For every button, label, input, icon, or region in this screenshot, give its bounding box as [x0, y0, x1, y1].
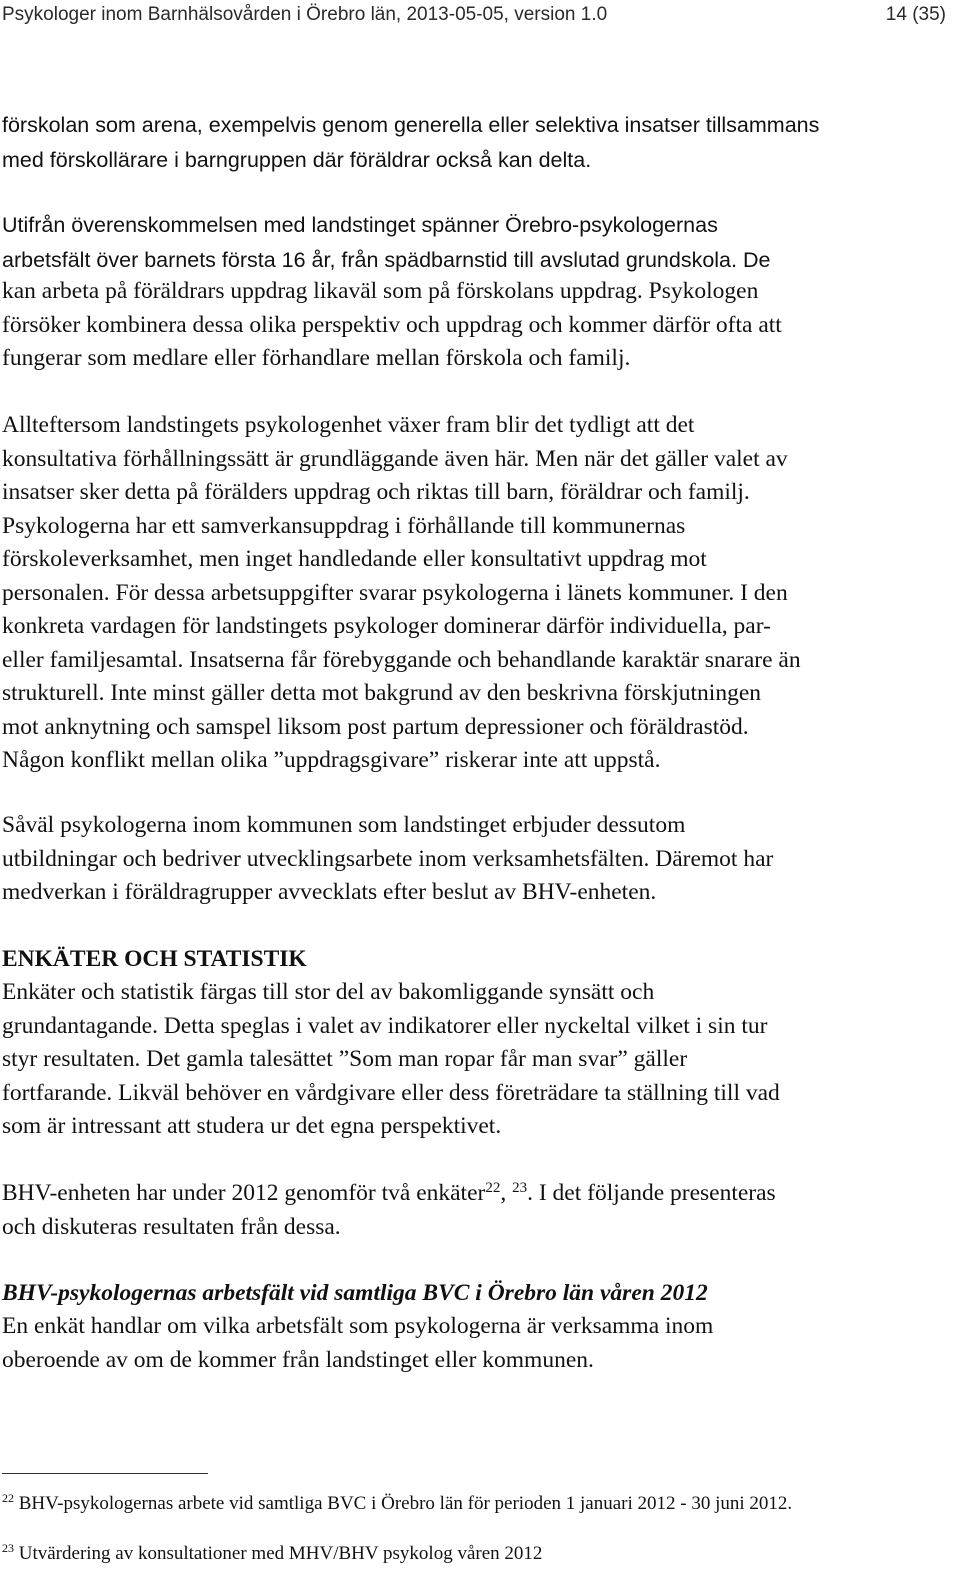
text-line: försöker kombinera dessa olika perspektiv och uppdrag och kommer därför ofta att	[2, 311, 782, 338]
text-line	[2, 243, 952, 278]
text-line: En enkät handlar om vilka arbetsfält som psykologerna är verksamma inom	[2, 1313, 714, 1339]
text-fragment: De	[737, 248, 771, 272]
text-line: mot anknytning och samspel liksom post partum depressioner och föräldrastöd.	[2, 713, 749, 740]
text-fragment: ,	[500, 1180, 513, 1206]
text-line: med förskollärare i barngruppen där föräldrar också kan delta.	[2, 148, 592, 172]
paragraph-education	[2, 809, 952, 910]
page-number: 14 (35)	[885, 4, 946, 25]
section-heading: ENKÄTER OCH STATISTIK	[2, 946, 307, 972]
footnote-ref-22[interactable]: 22	[485, 1180, 501, 1196]
text-line: styr resultaten. Det gamla talesättet ”Som man ropar får man svar” gäller	[2, 1046, 688, 1072]
text-line: eller familjesamtal. Insatserna får förebyggande och behandlande karaktär snarare än	[2, 646, 801, 673]
text-line: utbildningar och bedriver utvecklingsarbete inom verksamhetsfälten. Däremot har	[2, 845, 774, 872]
subsection-heading: BHV-psykologernas arbetsfält vid samtliga BVC i Örebro län våren 2012	[2, 1280, 708, 1306]
text-fragment: BHV-enheten har under 2012 genomför två enkäter	[2, 1180, 486, 1206]
text-line: strukturell. Inte minst gäller detta mot bakgrund av den beskrivna förskjutningen	[2, 680, 761, 706]
paragraph-agreement-cont	[2, 275, 952, 376]
footnote-text: Utvärdering av konsultationer med MHV/BHV psykolog våren 2012	[18, 1543, 543, 1564]
text-line: fortfarande. Likväl behöver en vårdgivare eller dess företrädare ta ställning till vad	[2, 1079, 780, 1106]
text-line: medverkan i föräldragrupper avvecklats efter beslut av BHV-enheten.	[2, 879, 657, 905]
text-line: fungerar som medlare eller förhandlare mellan förskola och familj.	[2, 345, 631, 371]
paragraph-surveys	[2, 976, 952, 1144]
footnote-number: 23	[2, 1541, 14, 1555]
footnote-divider	[2, 1473, 208, 1474]
paragraph-consultative	[2, 409, 952, 778]
text-line: oberoende av om de kommer från landstinget eller kommunen.	[2, 1346, 594, 1373]
text-line: insatser sker detta på förälders uppdrag och riktas till barn, föräldrar och familj.	[2, 479, 750, 505]
text-line: Allteftersom landstingets psykologenhet växer fram blir det tydligt att det	[2, 412, 695, 438]
footnote-number: 22	[2, 1491, 14, 1505]
header-title: Psykologer inom Barnhälsovården i Örebro län, 2013-05-05, version 1.0	[2, 4, 608, 25]
paragraph-agreement	[2, 208, 952, 278]
text-fragment: . I det följande presenteras	[527, 1180, 776, 1206]
text-line	[2, 1177, 952, 1211]
text-line: förskoleverksamhet, men inget handledande eller konsultativt uppdrag mot	[2, 546, 707, 572]
text-line: konkreta vardagen för landstingets psykologer dominerar därför individuella, par-	[2, 613, 771, 639]
paragraph-survey-description	[2, 1310, 952, 1377]
paragraph-bhv-surveys	[2, 1177, 952, 1244]
footnote-text: BHV-psykologernas arbete vid samtliga BVC i Örebro län för perioden 1 januari 2012 - 30 juni 2012.	[18, 1493, 793, 1514]
text-line: och diskuteras resultaten från dessa.	[2, 1213, 341, 1240]
text-fragment: arbetsfält över barnets första 16 år, från spädbarnstid till avslutad grundskola.	[2, 248, 737, 272]
paragraph-preschool-arena	[2, 108, 952, 178]
text-line: personalen. För dessa arbetsuppgifter svarar psykologerna i länets kommuner. I den	[2, 579, 788, 606]
footnote-ref-23[interactable]: 23	[512, 1180, 528, 1196]
text-line: Utifrån överenskommelsen med landstinget spänner Örebro-psykologernas	[2, 213, 718, 237]
text-line: Såväl psykologerna inom kommunen som landstinget erbjuder dessutom	[2, 812, 686, 838]
text-line: grundantagande. Detta speglas i valet av indikatorer eller nyckeltal vilket i sin tur	[2, 1012, 768, 1039]
text-line: Psykologerna har ett samverkansuppdrag i förhållande till kommunernas	[2, 512, 686, 539]
page-header	[2, 4, 946, 34]
footnote-23	[2, 1541, 542, 1567]
text-line: förskolan som arena, exempelvis genom generella eller selektiva insatser tillsammans	[2, 113, 820, 137]
footnote-22	[2, 1491, 792, 1517]
text-line: som är intressant att studera ur det egna perspektivet.	[2, 1113, 502, 1139]
text-line: Någon konflikt mellan olika ”uppdragsgivare” riskerar inte att uppstå.	[2, 747, 661, 773]
text-line: kan arbeta på föräldrars uppdrag likaväl som på förskolans uppdrag. Psykologen	[2, 278, 759, 304]
text-line: Enkäter och statistik färgas till stor del av bakomliggande synsätt och	[2, 979, 655, 1005]
text-line: konsultativa förhållningssätt är grundläggande även här. Men när det gäller valet av	[2, 445, 788, 472]
